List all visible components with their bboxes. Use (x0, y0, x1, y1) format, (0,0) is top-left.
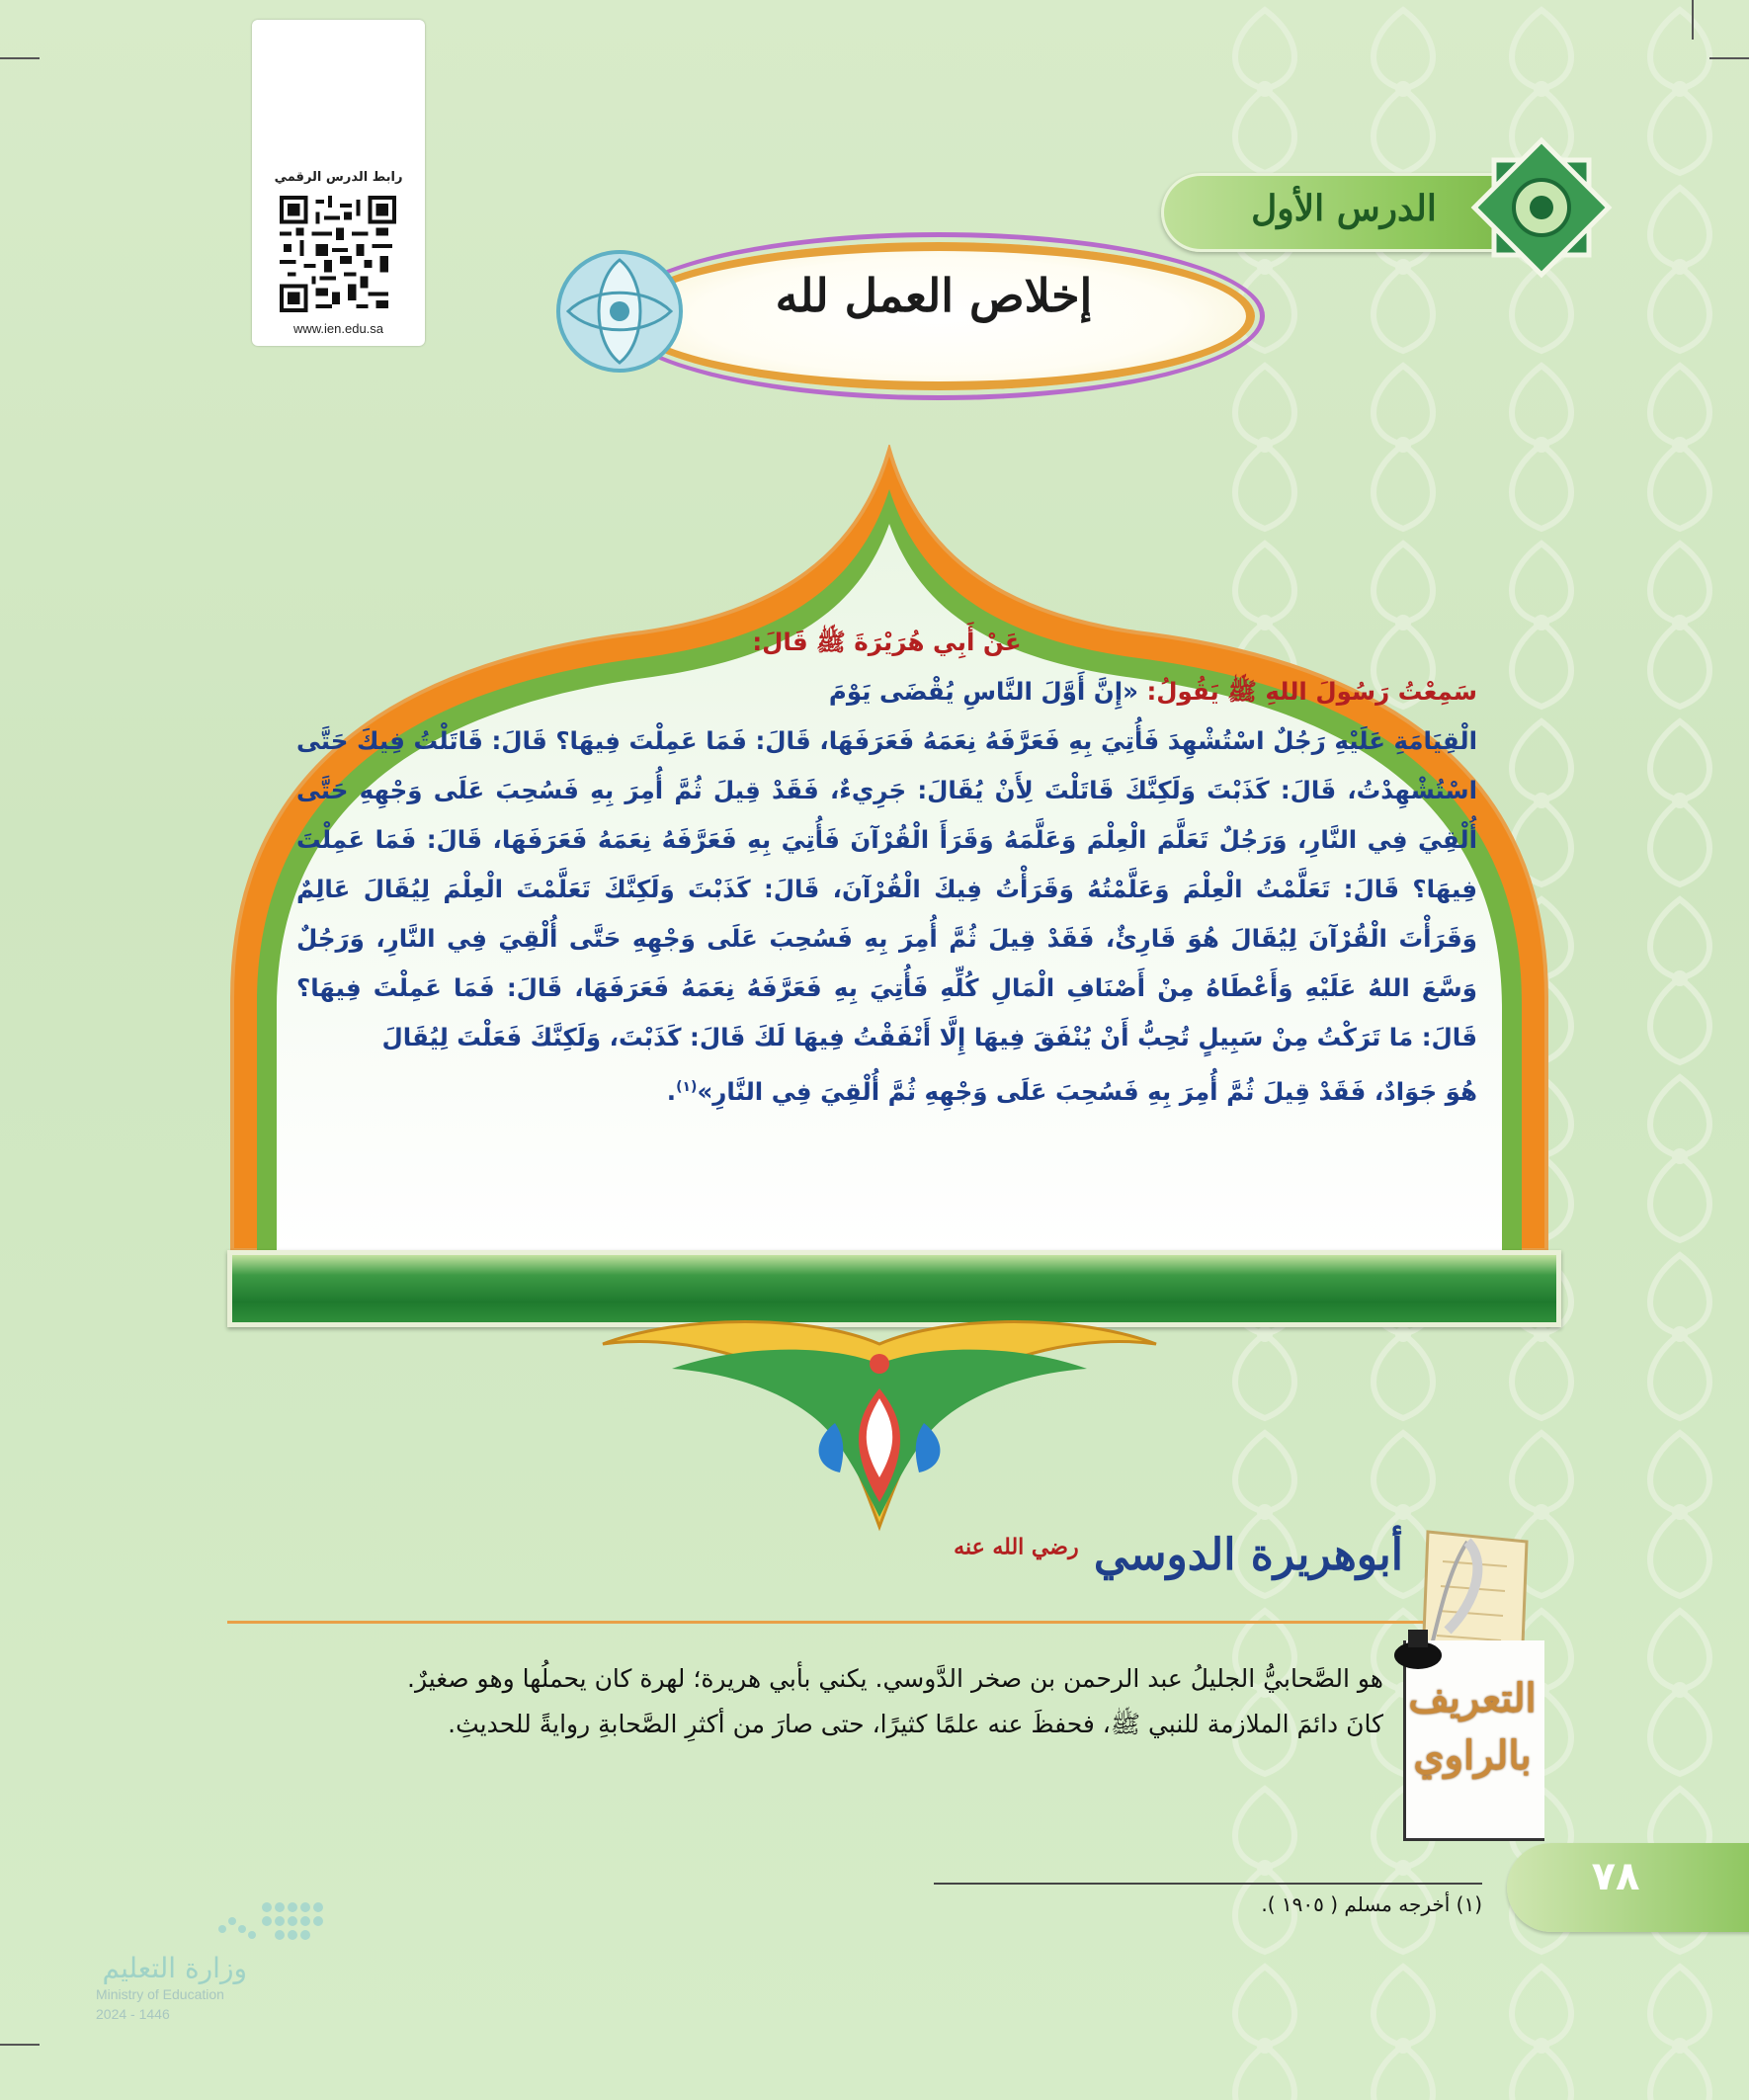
footnote: (١) أخرجه مسلم ( ١٩٠٥ ). (1261, 1892, 1482, 1916)
arabesque-ornament-icon (548, 242, 692, 380)
hadith-opening-quote: «إِنَّ أَوَّلَ النَّاسِ يُقْضَى يَوْمَ (828, 677, 1138, 706)
qr-code-icon[interactable] (280, 196, 396, 312)
hadith-intro: عَنْ أَبِي هُرَيْرَةَ ﷺ قَالَ: (752, 628, 1022, 656)
lesson-title-banner (548, 237, 1250, 385)
footnote-ref[interactable]: (١) (676, 1079, 698, 1095)
narrator-bio (287, 1656, 1383, 1747)
qr-label: رابط الدرس الرقمي (274, 170, 403, 185)
qr-card[interactable] (252, 20, 425, 346)
narrator-section-label (1398, 1670, 1546, 1785)
narrator-section-label-1: التعريف (1408, 1675, 1537, 1722)
hadith-text (296, 618, 1477, 1117)
narrator-honorific: رضي الله عنه (954, 1534, 1079, 1560)
academic-year: 2024 - 1446 (96, 2006, 170, 2022)
star-ornament-icon (1462, 128, 1621, 287)
hadith-opening (296, 667, 1477, 716)
bio-line-1: هو الصَّحابيُّ الجليلُ عبد الرحمن بن صخر الدَّوسي. يكني بأبي هريرة؛ لهرة كان يحملُها وهو صغيرٌ. (407, 1664, 1383, 1693)
floral-ornament-icon (563, 1304, 1196, 1532)
qr-url[interactable]: www.ien.edu.sa (292, 321, 384, 336)
hadith-last-line: هُوَ جَوَادٌ، فَقَدْ قِيلَ ثُمَّ أُمِرَ بِهِ فَسُحِبَ عَلَى وَجْهِهِ ثُمَّ أُلْقِيَ فِي النَّارِ»$^{(١)}$. (666, 1077, 1477, 1107)
crop-mark (0, 57, 40, 59)
section-rule (227, 1621, 1423, 1624)
lesson-title: إخلاص العمل لله (775, 269, 1093, 322)
hadith-body: الْقِيَامَةِ عَلَيْهِ رَجُلٌ اسْتُشْهِدَ فَأُتِيَ بِهِ فَعَرَّفَهُ نِعَمَهُ فَعَرَفَهَا، قَالَ: فَمَا عَمِلْتَ فِيهَا؟ قَالَ: قَاتَلْتُ فِيكَ حَتَّى اسْتُشْهِدْتُ، قَالَ: كَذَبْتَ وَلَكِنَّكَ قَاتَلْتَ لِأَنْ يُقَالَ: جَرِيءٌ، فَقَدْ قِيلَ ثُمَّ أُمِرَ بِهِ فَسُحِبَ عَلَى وَجْهِهِ حَتَّى أُلْقِيَ فِي النَّارِ، وَرَجُلٌ تَعَلَّمَ الْعِلْمَ وَعَلَّمَهُ وَقَرَأَ الْقُرْآنَ فَأُتِيَ بِهِ فَعَرَّفَهُ نِعَمَهُ فَعَرَفَهَا، قَالَ: فَمَا عَمِلْتَ فِيهَا؟ قَالَ: تَعَلَّمْتُ الْعِلْمَ وَعَلَّمْتُهُ وَقَرَأْتُ فِيكَ الْقُرْآنَ، قَالَ: كَذَبْتَ وَلَكِنَّكَ تَعَلَّمْتَ الْعِلْمَ لِيُقَالَ عَالِمٌ وَقَرَأْتَ الْقُرْآنَ لِيُقَالَ هُوَ قَارِئٌ، فَقَدْ قِيلَ ثُمَّ أُمِرَ بِهِ فَسُحِبَ عَلَى وَجْهِهِ حَتَّى أُلْقِيَ فِي النَّارِ، وَرَجُلٌ وَسَّعَ اللهُ عَلَيْهِ وَأَعْطَاهُ مِنْ أَصْنَافِ الْمَالِ كُلِّهِ فَأُتِيَ بِهِ فَعَرَّفَهُ نِعَمَهُ فَعَرَفَهَا، قَالَ: فَمَا عَمِلْتَ فِيهَا؟ قَالَ: مَا تَرَكْتُ مِنْ سَبِيلٍ تُحِبُّ أَنْ يُنْفَقَ فِيهَا إِلَّا أَنْفَقْتُ فِيهَا لَكَ قَالَ: كَذَبْتَ، وَلَكِنَّكَ فَعَلْتَ لِيُقَالَ (296, 726, 1477, 1051)
narrator-section-label-2: بالراوي (1413, 1732, 1532, 1779)
hadith-opening-red: سَمِعْتُ رَسُولَ اللهِ ﷺ يَقُولُ: (1146, 677, 1477, 706)
bio-line-2: كانَ دائمَ الملازمة للنبي ﷺ، فحفظَ عنه علمًا كثيرًا، حتى صارَ من أكثرِ الصَّحابةِ روايةً للحديثِ. (448, 1710, 1383, 1738)
footnote-rule (934, 1883, 1482, 1885)
ministry-name-en: Ministry of Education (96, 1986, 224, 2002)
ministry-name-ar: وزارة التعليم (102, 1952, 247, 1984)
page-number: ٧٨ (1591, 1854, 1640, 1899)
lesson-label: الدرس الأول (1251, 188, 1437, 229)
narrator-name: أبوهريرة الدوسي (1093, 1530, 1403, 1580)
crop-mark (0, 2044, 40, 2046)
narrator-heading (884, 1530, 1403, 1580)
crop-mark (1692, 0, 1694, 40)
hadith-closing: هُوَ جَوَادٌ، فَقَدْ قِيلَ ثُمَّ أُمِرَ بِهِ فَسُحِبَ عَلَى وَجْهِهِ ثُمَّ أُلْقِيَ فِي النَّارِ» (697, 1077, 1477, 1107)
inkwell-icon (1388, 1626, 1448, 1670)
crop-mark (1709, 57, 1749, 59)
